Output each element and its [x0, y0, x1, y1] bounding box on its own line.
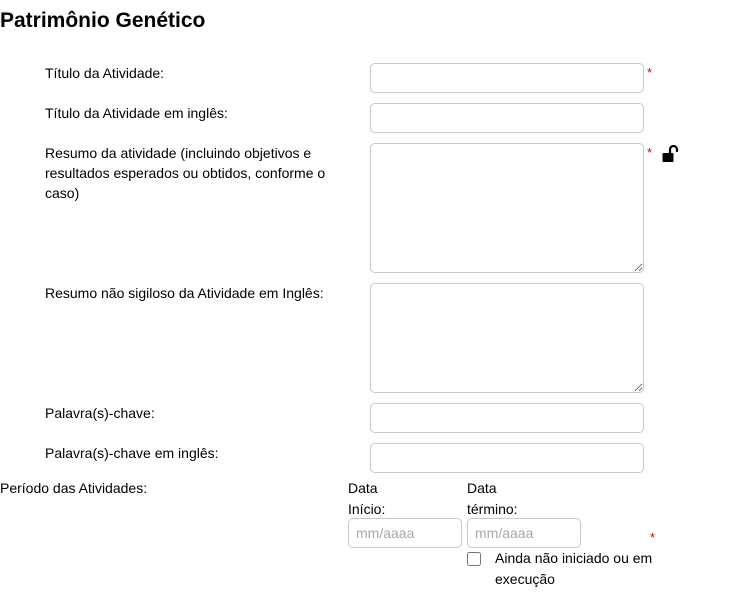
periodo-required-mark: * [650, 530, 656, 545]
resumo-required-mark: * [647, 145, 653, 160]
resumo-en-textarea[interactable] [370, 283, 644, 393]
palavras-en-label: Palavra(s)-chave em inglês: [45, 445, 219, 461]
titulo-en-input[interactable] [370, 103, 644, 133]
palavras-en-input[interactable] [370, 443, 644, 473]
data-inicio-label: Data Início: [348, 480, 386, 517]
nao-iniciado-checkbox[interactable] [467, 552, 481, 566]
data-termino-label: Data término: [467, 480, 518, 517]
unlocked-padlock-icon[interactable] [661, 144, 681, 164]
data-termino-input[interactable] [467, 518, 581, 548]
page-title: Patrimônio Genético [0, 9, 206, 32]
titulo-input[interactable] [370, 63, 644, 93]
periodo-label: Período das Atividades: [0, 480, 148, 496]
nao-iniciado-label[interactable]: Ainda não iniciado ou em execução [495, 550, 653, 587]
titulo-required-mark: * [647, 65, 653, 80]
palavras-input[interactable] [370, 403, 644, 433]
resumo-en-label: Resumo não sigiloso da Atividade em Inglês: [45, 285, 324, 301]
data-inicio-input[interactable] [348, 518, 462, 548]
resumo-label: Resumo da atividade (incluindo objetivos e resultados esperados ou obtidos, conforme o caso) [45, 145, 326, 201]
titulo-label: Título da Atividade: [45, 65, 165, 81]
resumo-textarea[interactable] [370, 143, 644, 273]
titulo-en-label: Título da Atividade em inglês: [45, 105, 228, 121]
palavras-label: Palavra(s)-chave: [45, 405, 155, 421]
